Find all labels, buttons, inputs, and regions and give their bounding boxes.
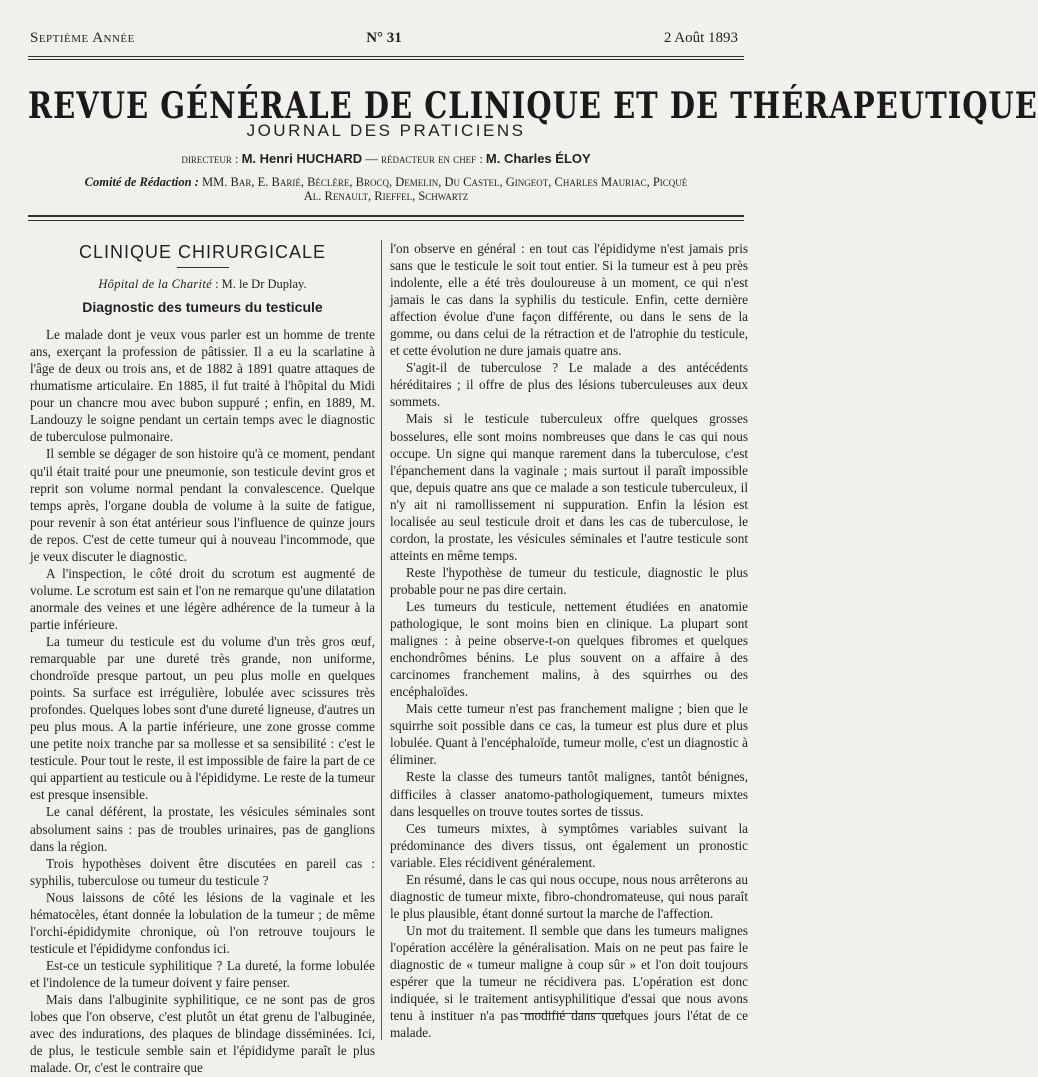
paragraph: Un mot du traitement. Il semble que dans les tumeurs malignes l'opération accélère la généralisation. Mais on ne peut pas faire le diagnostic de « tumeur maligne à coup sûr » et l'on doit toujours espérer que la tumeur ne récidivera pas. L'opération est donc indiquée, si le traitement antisyphilitique d'essai que nous avons tenu à instituer n'a pas modifié dans quelques jours l'état de ce malade.: [390, 922, 748, 1041]
masthead-rule-2: [28, 220, 744, 221]
header-rule: [28, 56, 744, 57]
comite-members-1: MM. Bar, E. Barié, Béclère, Brocq, Demelin, Du Castel, Gingeot, Charles Mauriac, Picqué: [202, 175, 688, 189]
article-end-rule: [520, 1013, 625, 1014]
direction-line: [28, 151, 744, 167]
journal-title: REVUE GÉNÉRALE DE CLINIQUE ET DE THÉRAPEUTIQUE: [28, 84, 1038, 127]
director-label: directeur :: [181, 152, 239, 166]
journal-subtitle: JOURNAL DES PRATICIENS: [246, 121, 526, 140]
issue-date: 2 Août 1893: [663, 30, 738, 46]
paragraph: Le canal déférent, la prostate, les vésicules séminales sont absolument sains : pas de troubles urinaires, pas de ganglions dans la région.: [30, 804, 375, 854]
volume-year: Septième Année: [30, 30, 135, 46]
hospital-doctor: : M. le Dr Duplay.: [211, 277, 307, 292]
paragraph: l'on observe en général : en tout cas l'épididyme n'est jamais pris sans que le testicule le soit tout entier. Si la tumeur est à peu près indolente, elle a été très douloureuse à un moment, ce qui n'est jamais le cas dans la syphilis du testicule. Enfin, cette dernière affection évolue d'une façon différente, ou dans le sens de la gomme, ou dans celui de la rétraction et de l'atrophie du testicule, et cette évolution ne dure jamais quatre ans.: [390, 241, 748, 359]
paragraph: Trois hypothèses doivent être discutées en pareil cas : syphilis, tuberculose ou tumeur du testicule ?: [30, 855, 375, 888]
paragraph: Est-ce un testicule syphilitique ? La dureté, la forme lobulée et l'indolence de la tumeur doivent y faire penser.: [30, 957, 375, 990]
comite-label: Comité de Rédaction :: [84, 175, 199, 189]
header-rule-2: [28, 59, 744, 60]
paragraph: En résumé, dans le cas qui nous occupe, nous nous arrêterons au diagnostic de tumeur mixte, fibro-chondromateuse, qui nous paraît le plus plausible, étant donné surtout la marche de l'affection.: [390, 871, 748, 921]
paragraph: Reste la classe des tumeurs tantôt malignes, tantôt bénignes, difficiles à classer anatomo-pathologiquement, tumeurs mixtes dans lesquelles on trouve toutes sortes de tissus.: [390, 769, 748, 819]
paragraph: A l'inspection, le côté droit du scrotum est augmenté de volume. Le scrotum est sain et l'on ne remarque qu'une dilatation anormale des veines et une légère adhérence de la tumeur à la partie inférieure.: [30, 565, 375, 632]
paragraph: Nous laissons de côté les lésions de la vaginale et les hématocèles, étant donnée la lobulation de la tumeur ; de même l'orchi-épididymite chronique, où l'on retrouve toujours le testicule et l'épididyme confondus ici.: [30, 889, 375, 956]
running-header: [30, 30, 738, 52]
hospital-line: [30, 276, 375, 293]
comite-members-2: Al. Renault, Rieffel, Schwartz: [303, 189, 469, 203]
editor-label: rédacteur en chef :: [380, 152, 483, 166]
paragraph: Mais si le testicule tuberculeux offre quelques grosses bosselures, elle sont moins nombreuses que dans le cas qui nous occupe. Un signe qui manque rarement dans la tuberculose, c'est l'épanchement dans la vaginale ; mais surtout il paraît impossible que, depuis quatre ans que ce malade a son testicule tuberculeux, il n'y ait ni ramollissement ni suppuration. Enfin la lésion est localisée au seul testicule droit et dans les cas de tuberculose, le cordon, la prostate, les vésicules séminales et l'autre testicule sont atteints en même temps.: [390, 411, 748, 563]
paragraph: Le malade dont je veux vous parler est un homme de trente ans, exerçant la profession de pâtissier. Il a eu la scarlatine à l'âge de deux ou trois ans, et de 1882 à 1891 quatre attaques de rhumatisme articulaire. En 1885, il fut traité à l'hôpital du Midi pour un chancre mou avec bubon suppuré ; enfin, en 1889, M. Landouzy le soigne pendant un certain temps avec le diagnostic de tuberculose pulmonaire.: [30, 327, 375, 445]
director-name: M. Henri HUCHARD: [241, 151, 363, 166]
editorial-committee: [28, 175, 744, 203]
hospital-name: Hôpital de la Charité: [98, 277, 212, 292]
left-column: [30, 236, 375, 1076]
paragraph: Mais dans l'albuginite syphilitique, ce ne sont pas de gros lobes que l'on observe, c'est plutôt un état grenu de l'albuginée, avec des indurations, des plaques de blindage disséminées. Ici, de plus, le testicule semble sain et l'épididyme paraît le plus malade. Or, c'est le contraire que: [30, 991, 375, 1076]
article-title: Diagnostic des tumeurs du testicule: [82, 299, 323, 316]
paragraph: Ces tumeurs mixtes, à symptômes variables suivant la prédominance des divers tissus, ont également un pronostic variable. Eles récidivent généralement.: [390, 820, 748, 870]
paragraph: Il semble se dégager de son histoire qu'à ce moment, pendant qu'il était traité pour une pneumonie, son testicule devint gros et reprit son volume normal pendant la convalescence. Quelque temps après, l'organe doubla de volume à la suite de fatigue, pour revenir à son état antérieur sous l'influence de quinze jours de repos. C'est de cette tumeur qui à nouveau l'incommode, que je veux discuter le diagnostic.: [30, 446, 375, 564]
paragraph: La tumeur du testicule est du volume d'un très gros œuf, remarquable par une dureté très grande, non uniforme, chondroïde presque partout, un peu plus molle en quelques points. Sa surface est irrégulière, lobulée avec scissures très profondes. Quelques lobes sont d'une dureté ligneuse, d'autres un peu plus mous. A la partie inférieure, une zone grosse comme une petite noix tranche par sa mollesse et sa sensibilité : c'est le testicule. Pour tout le reste, il est impossible de faire la part de ce qui appartient au testicule ou à l'épididyme. Le reste de la tumeur est presque insensible.: [30, 633, 375, 803]
paragraph: Mais cette tumeur n'est pas franchement maligne ; bien que le squirrhe soit possible dans ce cas, la tumeur est plus dure et plus lobulée. Quant à l'encéphaloïde, tumeur molle, c'est un diagnostic à éliminer.: [390, 701, 748, 768]
issue-number: N° 31: [366, 30, 402, 46]
right-column: [390, 240, 748, 1041]
masthead-rule: [28, 215, 744, 217]
masthead: [28, 84, 1038, 203]
paragraph: S'agit-il de tuberculose ? Le malade a des antécédents héréditaires ; il offre de plus des lésions tuberculeuses aux deux sommets.: [390, 360, 748, 410]
direction-dash: —: [365, 152, 378, 166]
column-divider: [381, 240, 382, 1040]
section-rule: [177, 267, 229, 268]
editor-name: M. Charles ÉLOY: [485, 151, 591, 166]
paragraph: Les tumeurs du testicule, nettement étudiées en anatomie pathologique, le sont moins bien en clinique. La plupart sont malignes : à peine observe-t-on quelques fibromes et quelques enchondrômes bénins. Le plus souvent on a affaire à des carcinomes franchement malins, à des squirrhes ou des encéphaloïdes.: [390, 598, 748, 700]
paragraph: Reste l'hypothèse de tumeur du testicule, diagnostic le plus probable pour ne pas dire certain.: [390, 564, 748, 597]
section-title: CLINIQUE CHIRURGICALE: [78, 242, 327, 262]
